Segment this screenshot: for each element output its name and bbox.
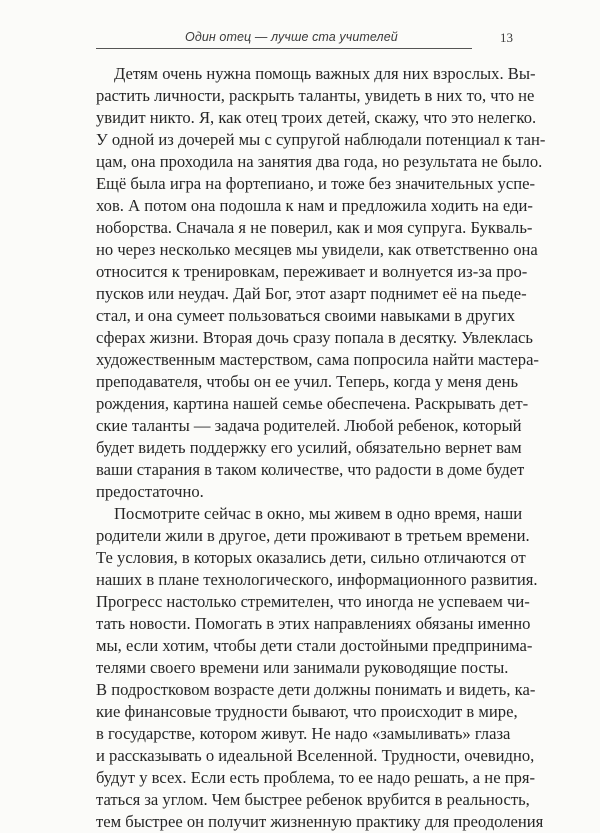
- text-line: У одной из дочерей мы с супругой наблюдали потенциал к тан-: [96, 130, 546, 149]
- text-line: цам, она проходила на занятия два года, но результата не было.: [96, 152, 543, 171]
- text-line: сферах жизни. Вторая дочь сразу попала в десятку. Увлеклась: [96, 328, 533, 347]
- text-line: ваши старания в таком количестве, что радости в доме будет: [96, 460, 525, 479]
- text-line: Посмотрите сейчас в окно, мы живем в одно время, наши: [114, 504, 523, 523]
- text-line: будут у всех. Если есть проблема, то ее надо решать, а не пря-: [96, 768, 536, 787]
- header-rule: [96, 48, 472, 49]
- text-line: художественным мастерством, сама попросила найти мастера-: [96, 350, 539, 369]
- text-line: ноборства. Сначала я не поверил, как и моя супруга. Букваль-: [96, 218, 533, 237]
- text-line: ские таланты — задача родителей. Любой ребенок, который: [96, 416, 522, 435]
- text-line: кие финансовые трудности бывают, что происходит в мире,: [96, 702, 518, 721]
- text-line: Прогресс настолько стремителен, что иногда не успеваем чи-: [96, 592, 530, 611]
- text-line: растить личности, раскрыть таланты, увидеть в них то, что не: [96, 86, 535, 105]
- text-line: увидит никто. Я, как отец троих детей, скажу, что это нелегко.: [96, 108, 537, 127]
- text-line: телями своего времени или занимали руководящие посты.: [96, 658, 509, 677]
- text-line: будет видеть поддержку его усилий, обязательно вернет вам: [96, 438, 522, 457]
- text-line: родители жили в другое, дети проживают в третьем времени.: [96, 526, 530, 545]
- paragraph: [96, 503, 544, 833]
- text-line: относится к тренировкам, переживает и волнуется из-за про-: [96, 262, 528, 281]
- text-line: и рассказывать о идеальной Вселенной. Трудности, очевидно,: [96, 746, 535, 765]
- text-line: хов. А потом она подошла к нам и предложила ходить на еди-: [96, 196, 533, 215]
- text-line: рождения, картина нашей семье обеспечена. Раскрывать дет-: [96, 394, 529, 413]
- page-number: 13: [500, 30, 513, 45]
- text-line: в государстве, котором живут. Не надо «замыливать» глаза: [96, 724, 511, 743]
- paragraph: [96, 63, 546, 503]
- text-line: стал, и она сумеет пользоваться своими навыками в других: [96, 306, 516, 325]
- text-line: пусков или неудач. Дай Бог, этот азарт поднимет её на пьеде-: [96, 284, 527, 303]
- text-line: В подростковом возрасте дети должны понимать и видеть, ка-: [96, 680, 536, 699]
- text-line: таться за углом. Чем быстрее ребенок врубится в реальность,: [96, 790, 530, 809]
- text-line: наших в плане технологического, информационного развития.: [96, 570, 538, 589]
- text-line: но через несколько месяцев мы увидели, как ответственно она: [96, 240, 538, 259]
- text-line: предостаточно.: [96, 482, 204, 501]
- text-line: тем быстрее он получит жизненную практику для преодоления: [96, 812, 544, 831]
- text-line: Те условия, в которых оказались дети, сильно отличаются от: [96, 548, 526, 567]
- text-line: Детям очень нужна помощь важных для них взрослых. Вы-: [114, 64, 536, 83]
- running-title: Один отец — лучше ста учителей: [185, 30, 398, 44]
- text-line: тать новости. Помогать в этих направлениях обязаны именно: [96, 614, 531, 633]
- text-line: Ещё была игра на фортепиано, и тоже без значительных успе-: [96, 174, 535, 193]
- running-head: [0, 0, 600, 60]
- body-text: [96, 63, 546, 833]
- text-line: преподавателя, чтобы он ее учил. Теперь, когда у меня день: [96, 372, 519, 391]
- text-line: мы, если хотим, чтобы дети стали достойными предпринима-: [96, 636, 533, 655]
